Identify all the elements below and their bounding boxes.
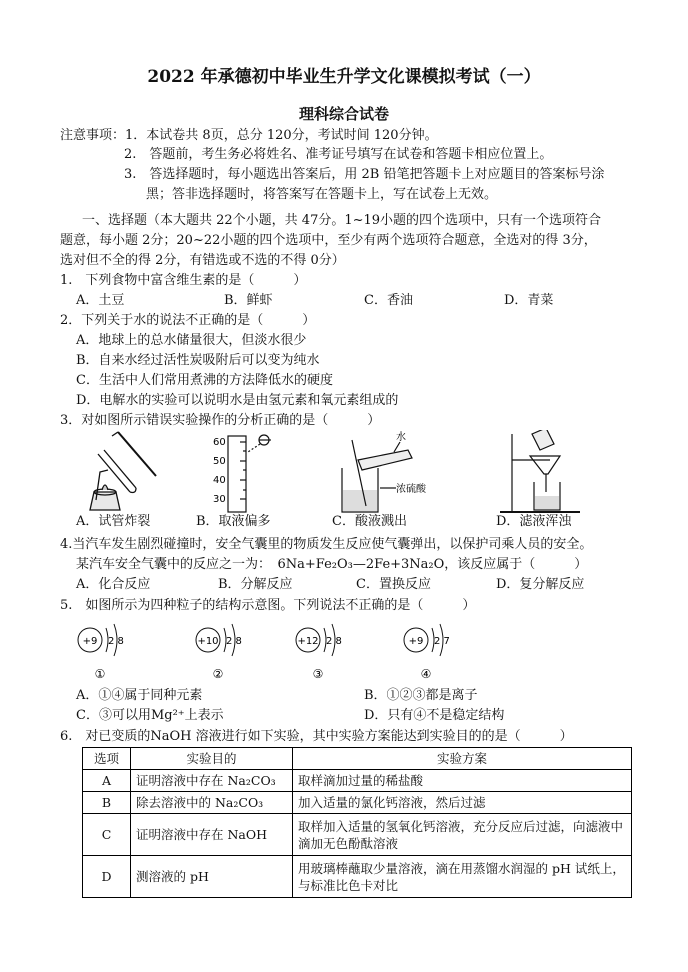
fig-test-tube-heating	[90, 432, 156, 510]
header-option: 选项	[83, 748, 131, 770]
note-3b: 黑；答非选择题时，将答案写在答题卡上，写在试卷上无效。	[146, 187, 498, 202]
q5-figure	[70, 620, 470, 682]
scale-label-50: 50	[213, 456, 226, 467]
svg-text:④: ④	[420, 667, 432, 681]
q3-figure	[60, 430, 620, 516]
q1-option-a: A．土豆	[76, 293, 125, 308]
exam-subtitle: 理科综合试卷	[298, 105, 389, 123]
svg-text:+10: +10	[197, 636, 219, 647]
q4-option-a: A．化合反应	[76, 577, 151, 592]
q2-option-a: A．地球上的总水储量很大，但淡水很少	[76, 333, 307, 348]
note-1: 1．本试卷共 8页，总分 120分，考试时间 120分钟。	[125, 128, 438, 143]
q1-option-d: D．青菜	[504, 293, 554, 308]
q5-stem: 5. 如图所示为四种粒子的结构示意图。下列说法不正确的是（ ）	[60, 598, 476, 613]
row-option: C	[83, 814, 131, 856]
row-plan: 取样加入适量的氢氧化钙溶液，充分反应后过滤，向滤液中滴加无色酚酞溶液	[293, 814, 632, 856]
q2-option-b: B．自来水经过活性炭吸附后可以变为纯水	[76, 353, 320, 368]
svg-text:2 7: 2 7	[434, 636, 450, 647]
q3-option-a: A．试管炸裂	[76, 514, 151, 529]
svg-text:+12: +12	[297, 636, 319, 647]
svg-text:2 8: 2 8	[226, 636, 242, 647]
q2-stem: 2．下列关于水的说法不正确的是（ ）	[60, 313, 316, 328]
row-option: D	[83, 856, 131, 898]
row-goal: 除去溶液中的 Na₂CO₃	[131, 792, 293, 814]
fig-acid-dilution	[342, 440, 412, 512]
fig-water-label: 水	[396, 432, 406, 443]
particle-4	[404, 624, 450, 681]
header-goal: 实验目的	[131, 748, 293, 770]
notes-label: 注意事项：	[60, 128, 126, 143]
note-2: 2. 答题前，考生务必将姓名、准考证号填写在试卷和答题卡相应位置上。	[124, 147, 553, 162]
table-header-row	[83, 748, 632, 770]
section1-line-3: 选对但不全的得 2分，有错选或不选的不得 0分）	[60, 253, 345, 268]
table-row	[83, 792, 632, 814]
row-plan: 取样滴加过量的稀盐酸	[293, 770, 632, 792]
q1-stem: 1. 下列食物中富含维生素的是（ ）	[60, 273, 307, 288]
row-goal: 测溶液的 pH	[131, 856, 293, 898]
svg-text:+9: +9	[408, 636, 424, 647]
svg-text:①: ①	[94, 667, 106, 681]
row-plan: 用玻璃棒蘸取少量溶液，滴在用蒸馏水润湿的 pH 试纸上，与标准比色卡对比	[293, 856, 632, 898]
table-row	[83, 814, 632, 856]
fig-acid-label: 浓硫酸	[396, 484, 426, 495]
q3-stem: 3．对如图所示错误实验操作的分析正确的是（ ）	[60, 413, 381, 428]
scale-label-30: 30	[213, 494, 226, 505]
particle-3	[296, 624, 342, 681]
q2-option-d: D．电解水的实验可以说明水是由氢元素和氧元素组成的	[76, 393, 399, 408]
svg-text:2 8: 2 8	[326, 636, 342, 647]
q5-option-d: D．只有④不是稳定结构	[364, 708, 505, 723]
q3-option-b: B．取液偏多	[196, 514, 271, 529]
q4-stem-2: 某汽车安全气囊中的反应之一为： 6Na+Fe₂O₃—2Fe+3Na₂O，该反应属于（ ）	[76, 557, 588, 572]
q1-option-c: C．香油	[364, 293, 413, 308]
fig-graduated-cylinder	[228, 435, 271, 512]
q2-option-c: C．生活中人们常用煮沸的方法降低水的硬度	[76, 373, 333, 388]
scale-label-60: 60	[213, 437, 226, 448]
q6-stem: 6. 对已变质的NaOH 溶液进行如下实验，其中实验方案能达到实验目的的是（ ）	[60, 729, 573, 744]
svg-text:③: ③	[312, 667, 324, 681]
q6-table	[82, 747, 632, 898]
section1-line-2: 题意，每小题 2分；20~22小题的四个选项中，至少有两个选项符合题意，全选对的得 3分，	[60, 233, 597, 248]
scale-label-40: 40	[213, 475, 226, 486]
q5-option-c: C．③可以用Mg²⁺上表示	[76, 708, 224, 723]
q1-option-b: B．鲜虾	[224, 293, 273, 308]
q3-option-c: C．酸液溅出	[332, 514, 407, 529]
q3-option-d: D．滤液浑浊	[496, 514, 572, 529]
row-goal: 证明溶液中存在 Na₂CO₃	[131, 770, 293, 792]
table-row	[83, 770, 632, 792]
svg-text:2 8: 2 8	[108, 636, 124, 647]
fig-filtration	[500, 430, 580, 512]
svg-text:+9: +9	[82, 636, 98, 647]
svg-text:②: ②	[212, 667, 224, 681]
exam-title: 2022 年承德初中毕业生升学文化课模拟考试（一）	[147, 67, 541, 87]
notes-line-1	[60, 128, 438, 144]
q5-option-b: B．①②③都是离子	[364, 688, 478, 703]
q5-option-a: A．①④属于同种元素	[76, 688, 203, 703]
row-plan: 加入适量的氯化钙溶液，然后过滤	[293, 792, 632, 814]
q4-option-d: D．复分解反应	[496, 577, 585, 592]
q4-option-c: C．置换反应	[356, 577, 431, 592]
note-3a: 3. 答选择题时，每小题选出答案后，用 2B 铅笔把答题卡上对应题目的答案标号涂	[124, 167, 605, 182]
row-option: A	[83, 770, 131, 792]
particle-1	[78, 624, 124, 681]
header-plan: 实验方案	[293, 748, 632, 770]
q4-stem: 4.当汽车发生剧烈碰撞时，安全气囊里的物质发生反应使气囊弹出，以保护司乘人员的安全。	[60, 537, 593, 552]
row-goal: 证明溶液中存在 NaOH	[131, 814, 293, 856]
section1-line-1: 一、选择题（本大题共 22个小题，共 47分。1~19小题的四个选项中，只有一个选项符合	[82, 213, 602, 228]
q4-option-b: B．分解反应	[218, 577, 293, 592]
row-option: B	[83, 792, 131, 814]
particle-2	[196, 624, 242, 681]
table-row	[83, 856, 632, 898]
